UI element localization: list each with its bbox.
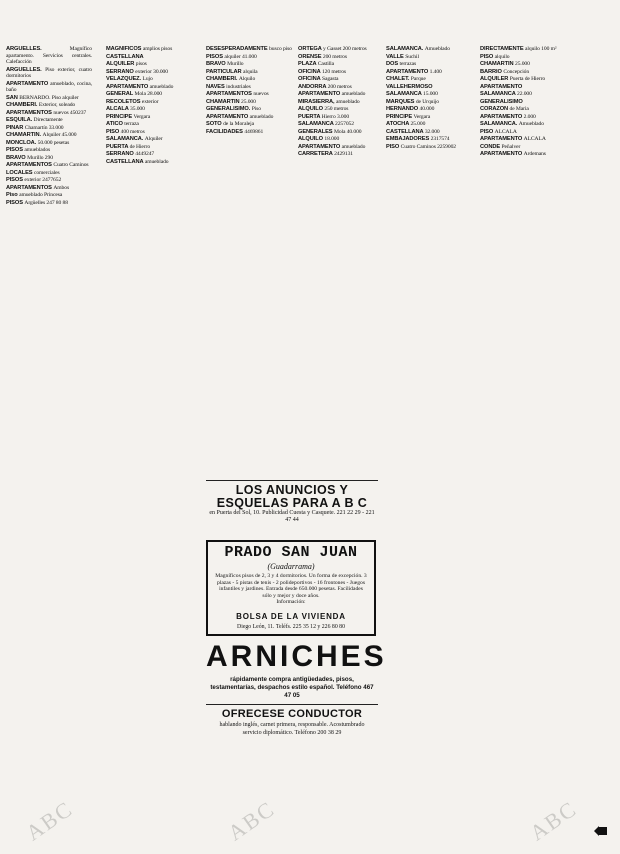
classified-ad: APARTAMENTO 2.000 bbox=[480, 113, 536, 120]
classified-ad: ORTEGA y Gasset 200 metros bbox=[298, 46, 367, 52]
classified-ad: APARTAMENTO amueblado bbox=[298, 91, 366, 97]
classified-ad: APARTAMENTO Ardemans bbox=[480, 151, 546, 157]
classified-ad: APARTAMENTO ALCALA bbox=[480, 136, 546, 142]
classified-ad: CONDE Peñalver bbox=[480, 143, 521, 150]
classified-ad: LOCALES comerciales bbox=[6, 169, 60, 176]
classified-ad: SALAMANCA 15.000 bbox=[386, 91, 438, 97]
classified-ad: SALAMANCA. Amueblado bbox=[480, 121, 544, 127]
classified-ad: APARTAMENTOS nuevos 450237 bbox=[6, 109, 87, 116]
classified-ad: ALQUILO 250 metros bbox=[298, 106, 349, 112]
watermark-logo: ABC bbox=[223, 795, 280, 846]
classified-ad: GENERAL Mola 28.000 bbox=[106, 91, 162, 97]
classified-ad: BRAVO Murillo 290 bbox=[6, 154, 53, 161]
classified-ad: SALAMANCA. Amueblado bbox=[386, 46, 450, 52]
prado-place: (Guadarrama) bbox=[267, 562, 315, 571]
classified-ad: CHAMARTIN 25.000 bbox=[480, 61, 530, 67]
classified-ad: SALAMANCA 2257052 bbox=[298, 121, 354, 127]
divider bbox=[206, 704, 378, 705]
classified-ad: CHALET. Parque bbox=[386, 76, 426, 82]
classified-ad: SOTO de la Moraleja bbox=[206, 121, 254, 127]
classified-column bbox=[298, 46, 384, 476]
classified-ad: EMBAJADORES 2317574 bbox=[386, 136, 450, 142]
classified-ad: ANDORRA 200 metros bbox=[298, 83, 352, 90]
classified-ad: ALQUILER pisos bbox=[106, 61, 147, 67]
classified-column bbox=[206, 46, 292, 476]
conductor-ad-title: OFRECESE CONDUCTOR bbox=[221, 708, 363, 720]
classified-ad: APARTAMENTO 1.400 bbox=[386, 68, 442, 75]
classified-ad: CASTELLANA bbox=[106, 53, 144, 60]
classified-ad: ALCALA 35.000 bbox=[106, 106, 145, 112]
classified-ad: BRAVO Murillo bbox=[206, 61, 244, 67]
classified-ad: CARRETERA 2429131 bbox=[298, 151, 353, 157]
prado-san-juan-ad bbox=[206, 540, 376, 636]
classified-ad: MARQUES de Urquijo bbox=[386, 98, 439, 105]
prado-agent: BOLSA DE LA VIVIENDA bbox=[236, 612, 346, 621]
classified-ad: MAGNIFICOS amplios pisos bbox=[106, 46, 173, 52]
classified-ad: VELAZQUEZ. Lujo bbox=[106, 76, 153, 82]
classified-ad: PRINCIPE Vergara bbox=[386, 113, 431, 120]
classified-ad: SERRANO exterior 30.000 bbox=[106, 68, 168, 75]
ad-anuncios-title: LOS ANUNCIOS Y ESQUELAS PARA A B C bbox=[216, 483, 368, 510]
classified-ad: PISOS alquiler 41.000 bbox=[206, 53, 257, 60]
classified-ad: PUERTA de Hierro bbox=[106, 143, 151, 150]
classified-ad: NAVES industriales bbox=[206, 83, 251, 90]
classified-ad: VALLEHERMOSO bbox=[386, 83, 433, 90]
classified-ad: APARTAMENTO amueblado bbox=[298, 143, 366, 150]
classified-ad: FACILIDADES 4469861 bbox=[206, 128, 264, 135]
classified-ad: APARTAMENTO amueblado bbox=[206, 113, 274, 120]
ad-anuncios-body: en Puerta del Sol, 10. Publicidad Cuesta y Casquete. 221 22 29 - 221 47 44 bbox=[209, 510, 375, 523]
classified-ad: PISOS exterior 2477652 bbox=[6, 177, 62, 183]
classified-ad: APARTAMENTO amueblado, cocina, baño bbox=[6, 80, 92, 93]
conductor-ad-body: hablando inglés, carnet primera, responsable. Acostumbrado servicio diplomático. Teléfono 200 38 29 bbox=[219, 722, 365, 736]
classified-ad: PARTICULAR alquila bbox=[206, 68, 258, 75]
classified-ad: ALQUILO 18.000 bbox=[298, 136, 340, 142]
classified-ad: OFICINA 120 metros bbox=[298, 68, 346, 75]
classified-ad: CHAMARTIN 25.000 bbox=[206, 98, 256, 105]
classified-ad: PUERTA Hierro 3.000 bbox=[298, 113, 350, 120]
classified-ad: SALAMANCA 22.000 bbox=[480, 91, 532, 97]
classified-ad: CHAMBERI. Exterior, soleado bbox=[6, 102, 76, 108]
classified-ad: ARGUELLES. Magnífico apartamento. Servicios centrales. Calefacción bbox=[6, 46, 92, 65]
divider bbox=[206, 480, 378, 481]
classified-ad: ORENSE 200 metros bbox=[298, 53, 347, 60]
prado-info-label: Información: bbox=[276, 599, 306, 606]
classified-ad: DOS terrazas bbox=[386, 61, 417, 67]
classified-ad: APARTAMENTO bbox=[480, 83, 523, 90]
classified-ad: PISO alquilo bbox=[480, 53, 510, 60]
classified-ad: MONCLOA. 50.000 pesetas bbox=[6, 139, 70, 146]
classified-ad: PISOS amueblados bbox=[6, 147, 51, 153]
classified-ad: CHAMBERI. Alquilo bbox=[206, 76, 256, 82]
classified-ad: GENERALES Mola 40.000 bbox=[298, 128, 362, 135]
classified-ad: ESQUILA. Directamente bbox=[6, 117, 63, 123]
classified-ad: CORAZON de Maria bbox=[480, 106, 529, 112]
prado-body: Magníficos pisos de 2, 3 y 4 dormitorios. Un forma de excepción. 3 plazas - 5 pistas de tenis - 2 polideportivos - 16 frontones - Juegos infantiles y jardines. Entrada desde 650.000 pesetas. Facilidades sólo y mejor y doce años. Información: bbox=[215, 573, 367, 606]
classified-ad: PRINCIPE Vergara bbox=[106, 113, 151, 120]
classified-column bbox=[386, 46, 472, 846]
classified-ad: OFICINA Sagasta bbox=[298, 76, 339, 82]
classified-ad: SAN BERNARDO. Piso alquiler bbox=[6, 94, 79, 101]
classified-ad: ATICO terraza bbox=[106, 121, 139, 127]
classified-column bbox=[480, 46, 566, 846]
classified-ad: PISO Cuatro Caminos 2259002 bbox=[386, 143, 456, 150]
classified-ad: CASTELLANA 32.000 bbox=[386, 128, 440, 135]
classified-ad: GENERALISIMO. Piso bbox=[206, 106, 261, 112]
classified-ad: CHAMARTIN. Alquiler 45.000 bbox=[6, 132, 77, 138]
prado-address: Diego León, 11. Teléfs. 225 35 12 y 226 80 80 bbox=[237, 624, 345, 630]
arniches-title: ARNICHES bbox=[206, 640, 387, 673]
classified-ad: SERRANO 4449247 bbox=[106, 151, 155, 157]
classified-ad: HERNANDO 40.000 bbox=[386, 106, 435, 112]
classified-ad: PISO 400 metros bbox=[106, 128, 145, 135]
classified-ad: DIRECTAMENTE alquilo 100 m² bbox=[480, 46, 557, 52]
classified-ad: RECOLETOS exterior bbox=[106, 98, 159, 105]
classified-column bbox=[6, 46, 92, 846]
classified-ad: PISO ALCALA bbox=[480, 128, 517, 135]
classified-ad: Piso amueblado Princesa bbox=[6, 192, 63, 198]
classified-ad: ATOCHA 25.000 bbox=[386, 121, 426, 127]
classified-ad: PINAR Chamartín 33.000 bbox=[6, 124, 64, 131]
classified-ad: GENERALISIMO bbox=[480, 98, 523, 105]
classified-ad: PLAZA Castilla bbox=[298, 61, 335, 67]
classified-ad: ARGUELLES. Piso exterior, cuatro dormitorios bbox=[6, 66, 92, 79]
classified-ad: BARRIO Concepción bbox=[480, 68, 530, 75]
continuation-arrow-icon bbox=[594, 826, 608, 836]
classified-ad: APARTAMENTOS Ambos bbox=[6, 184, 70, 191]
watermark-logo: ABC bbox=[21, 795, 78, 846]
classified-ad: CASTELLANA amueblado bbox=[106, 158, 169, 165]
watermark-logo: ABC bbox=[525, 795, 582, 846]
classified-ad: SALAMANCA. Alquiler bbox=[106, 136, 163, 142]
classified-column bbox=[106, 46, 192, 476]
classified-ad: ALQUILER Puerta de Hierro bbox=[480, 76, 546, 82]
classified-ad: APARTAMENTOS Cuatro Caminos bbox=[6, 162, 89, 168]
classified-ad: MIRASIERRA, amueblado bbox=[298, 98, 360, 105]
arniches-body: rápidamente compra antigüedades, pisos, testamentarías, despachos estilo español. Teléfono 467 47 05 bbox=[210, 676, 374, 699]
classified-ad: PISOS Argüelles 247 80 88 bbox=[6, 199, 68, 206]
classified-ad: APARTAMENTO amueblado bbox=[106, 83, 174, 90]
classified-ad: DESESPERADAMENTE busco piso bbox=[206, 46, 292, 52]
prado-name: PRADO SAN JUAN bbox=[224, 544, 358, 561]
classified-ad: APARTAMENTOS nuevos bbox=[206, 91, 269, 97]
classified-ad: VALLE Suchil bbox=[386, 53, 419, 60]
